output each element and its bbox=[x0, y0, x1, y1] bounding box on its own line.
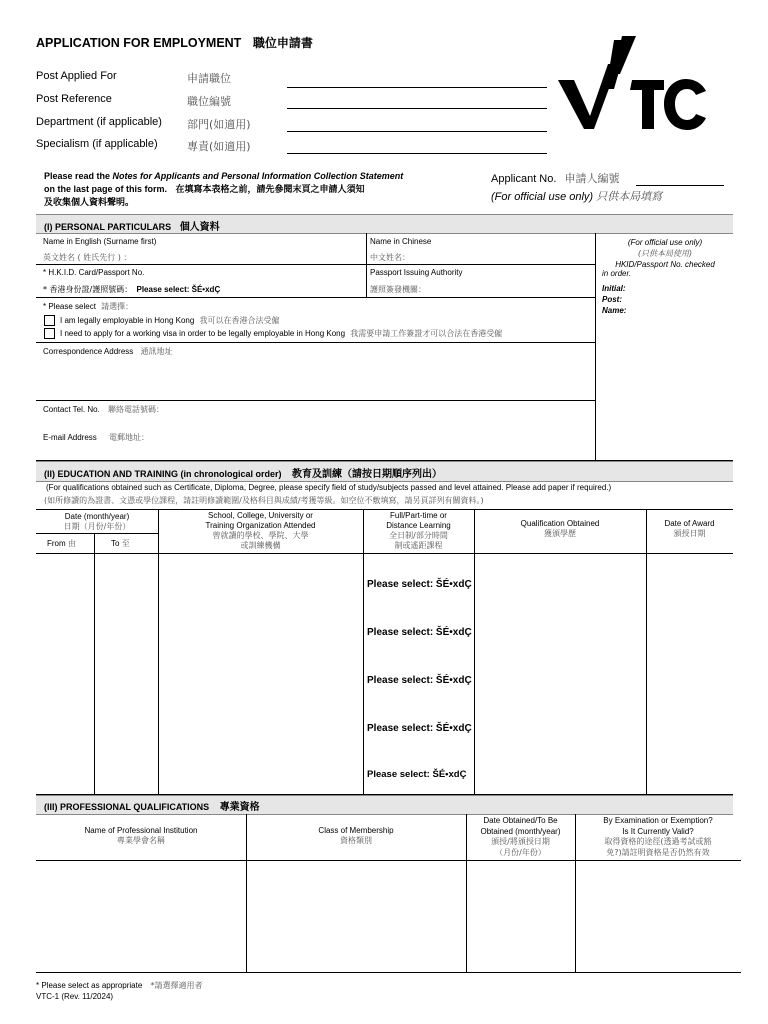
specialism-label: Specialism (if applicable) bbox=[36, 138, 158, 150]
footer-note-zh: *請選擇適用者 bbox=[150, 981, 203, 990]
row-divider bbox=[36, 509, 733, 510]
col-from-en: From bbox=[47, 539, 66, 548]
post-applied-label-zh: 申請職位 bbox=[187, 72, 231, 85]
row-divider bbox=[36, 400, 595, 401]
please-select bbox=[43, 301, 133, 312]
col-exam-zh1: 取得資格的途徑(透過考試或豁 bbox=[604, 837, 712, 846]
col-date-obtained-header bbox=[466, 816, 575, 858]
name-english-label-zh: 英文姓名 ( 姓氏先行 ) ： bbox=[43, 253, 132, 262]
section2-title-en: (II) EDUCATION AND TRAINING (in chronological order) bbox=[44, 469, 282, 479]
col-from-zh: 由 bbox=[67, 539, 76, 548]
section2-title-zh: 教育及訓練（請按日期順序列出） bbox=[292, 469, 443, 480]
col-date-zh: 日期（月份/年份） bbox=[63, 522, 131, 531]
side-checked-label: HKID/Passport No. checked bbox=[615, 260, 715, 269]
mode-select-1[interactable]: Please select: ŠÉ•xdÇ bbox=[367, 579, 472, 590]
address-field[interactable] bbox=[43, 346, 173, 357]
col-divider bbox=[646, 509, 647, 794]
col-divider bbox=[94, 533, 95, 794]
side-post-label: Post: bbox=[602, 295, 622, 304]
col-school-header bbox=[158, 511, 363, 551]
employable-checkbox[interactable] bbox=[44, 315, 55, 326]
notice-line2: on the last page of this form. bbox=[44, 183, 168, 194]
employable-option-label-zh: 我可以在香港合法受僱 bbox=[199, 316, 280, 325]
col-date-obtained-zh2: （月份/年份） bbox=[495, 847, 546, 857]
form-title bbox=[36, 34, 313, 51]
row-divider bbox=[36, 860, 741, 861]
address-label: Correspondence Address bbox=[43, 347, 134, 356]
col-mode-header bbox=[363, 511, 474, 551]
hkid-line bbox=[43, 284, 220, 295]
applicant-no-label: Applicant No. bbox=[491, 173, 557, 185]
col-institution-zh: 專業學會名稱 bbox=[117, 836, 165, 845]
applicant-official-use bbox=[491, 188, 662, 204]
post-reference-input[interactable] bbox=[287, 108, 547, 109]
applicant-no bbox=[491, 170, 620, 186]
col-exam-en1: By Examination or Exemption? bbox=[603, 816, 713, 825]
side-official-label: (For official use only) bbox=[627, 238, 703, 247]
col-school-en2: Training Organization Attended bbox=[205, 521, 316, 530]
col-award-en: Date of Award bbox=[664, 519, 715, 528]
row-divider bbox=[36, 533, 158, 534]
side-initial-label: Initial: bbox=[602, 284, 626, 293]
notice-line1: Please read the bbox=[44, 171, 113, 181]
footer-note bbox=[36, 980, 203, 991]
department-input[interactable] bbox=[287, 131, 547, 132]
specialism-label-zh: 專責(如適用) bbox=[187, 140, 251, 153]
col-award-zh: 頒授日期 bbox=[673, 529, 706, 538]
mode-select-5[interactable]: Please select: ŠÉ•xdÇ bbox=[367, 769, 467, 780]
mode-select-4[interactable]: Please select: ŠÉ•xdÇ bbox=[367, 723, 472, 734]
employable-option bbox=[60, 315, 280, 326]
official-use-label: (For official use only) bbox=[491, 191, 594, 203]
form-title-en: APPLICATION FOR EMPLOYMENT bbox=[36, 36, 242, 50]
col-class-header bbox=[246, 826, 466, 846]
col-award-header bbox=[646, 519, 733, 539]
col-date-obtained-zh1: 頒授/將頒授日期 bbox=[491, 837, 550, 846]
mode-select-2[interactable]: Please select: ŠÉ•xdÇ bbox=[367, 627, 472, 638]
visa-option bbox=[60, 328, 502, 339]
hkid-label-zh: * 香港身份證/護照號碼： bbox=[43, 285, 133, 294]
row-divider bbox=[36, 553, 733, 554]
footer-note-en: * Please select as appropriate bbox=[36, 981, 143, 990]
form-title-zh: 職位申請書 bbox=[252, 36, 313, 50]
post-reference-label: Post Reference bbox=[36, 93, 112, 105]
notice-line3-zh: 及收集個人資料聲明。 bbox=[44, 198, 135, 208]
mode-select-3[interactable]: Please select: ŠÉ•xdÇ bbox=[367, 675, 472, 686]
section1-title bbox=[44, 218, 220, 233]
official-column-divider bbox=[595, 233, 596, 460]
col-mode-en2: Distance Learning bbox=[386, 521, 451, 530]
section3-title bbox=[44, 798, 260, 813]
tel-field[interactable] bbox=[43, 404, 164, 415]
hkid-label: * H.K.I.D. Card/Passport No. bbox=[43, 268, 145, 277]
visa-option-label-zh: 我需要申請工作簽證才可以合法在香港受僱 bbox=[350, 329, 503, 338]
row-divider bbox=[36, 264, 595, 265]
section3-title-zh: 專業資格 bbox=[219, 802, 260, 813]
address-label-zh: 通訊地址 bbox=[140, 347, 173, 356]
col-class-en: Class of Membership bbox=[318, 826, 394, 835]
email-field[interactable] bbox=[43, 432, 149, 443]
col-institution-header bbox=[36, 826, 246, 846]
side-name-label: Name: bbox=[602, 306, 627, 315]
official-use-box bbox=[598, 237, 732, 270]
passport-authority-label-zh: 護照簽發機關： bbox=[370, 285, 426, 294]
col-school-en1: School, College, University or bbox=[208, 511, 313, 520]
please-select-label-zh: 請選擇： bbox=[101, 302, 134, 311]
notice bbox=[44, 170, 474, 210]
col-divider bbox=[158, 509, 159, 794]
col-divider bbox=[474, 509, 475, 794]
email-label-zh: 電郵地址： bbox=[109, 433, 150, 442]
row-divider bbox=[36, 342, 595, 343]
section1-title-zh: 個人資料 bbox=[179, 222, 220, 233]
form-number: VTC-1 (Rev. 11/2024) bbox=[36, 992, 114, 1001]
col-exam-header bbox=[575, 816, 741, 858]
row-divider bbox=[36, 297, 595, 298]
specialism-input[interactable] bbox=[287, 153, 547, 154]
post-applied-label: Post Applied For bbox=[36, 70, 117, 82]
side-official-label-zh: (只供本局使用) bbox=[637, 249, 693, 258]
col-qual-en: Qualification Obtained bbox=[520, 519, 600, 528]
row-divider bbox=[36, 972, 741, 973]
employable-option-label: I am legally employable in Hong Kong bbox=[60, 316, 195, 325]
col-date-header bbox=[36, 512, 158, 532]
name-chinese-label-zh: 中文姓名： bbox=[370, 253, 410, 262]
col-qual-zh: 獲頒學歷 bbox=[544, 529, 576, 538]
col-from-header bbox=[47, 538, 76, 549]
section3-title-en: (III) PROFESSIONAL QUALIFICATIONS bbox=[44, 802, 210, 812]
side-signoff bbox=[602, 283, 626, 316]
section2-title bbox=[44, 465, 442, 480]
notice-line2-zh: 在填寫本表格之前，請先參閱末頁之申請人須知 bbox=[175, 184, 365, 195]
tel-label: Contact Tel. No. bbox=[43, 405, 100, 414]
side-order-label: in order. bbox=[602, 269, 632, 278]
section2-note-zh: (如所修讀的為證書、文憑或學位課程，請註明修讀範圍/及格科目與成績/考獲等級。如空位不敷填寫，請另頁詳列有關資料。) bbox=[44, 496, 484, 505]
email-label: E-mail Address bbox=[43, 433, 97, 442]
department-label: Department (if applicable) bbox=[36, 116, 162, 128]
name-chinese-label: Name in Chinese bbox=[370, 237, 432, 246]
col-to-zh: 至 bbox=[121, 539, 130, 548]
department-label-zh: 部門(如適用) bbox=[187, 118, 251, 131]
vtc-logo bbox=[556, 34, 716, 134]
applicant-no-label-zh: 申請人編號 bbox=[564, 172, 620, 185]
col-exam-en2: Is It Currently Valid? bbox=[622, 826, 694, 836]
name-column-divider bbox=[366, 233, 367, 297]
hkid-select[interactable]: Please select: ŠÉ•xdÇ bbox=[136, 285, 221, 294]
col-mode-zh1: 全日制/部分時間 bbox=[389, 531, 448, 540]
applicant-no-input[interactable] bbox=[636, 185, 724, 186]
col-school-zh1: 曾就讀的學校、學院、大學 bbox=[212, 531, 309, 540]
col-school-zh2: 或訓練機構 bbox=[240, 541, 281, 550]
visa-option-label: I need to apply for a working visa in order to be legally employable in Hong Kong bbox=[60, 329, 346, 338]
col-mode-zh2: 制或遙距課程 bbox=[394, 541, 443, 550]
col-date-en: Date (month/year) bbox=[64, 512, 130, 521]
name-english-label: Name in English (Surname first) bbox=[43, 237, 157, 246]
col-to-en: To bbox=[111, 539, 120, 548]
col-exam-zh2: 免?)請註明資格是否仍然有效 bbox=[606, 847, 710, 857]
col-class-zh: 資格類別 bbox=[340, 836, 372, 845]
col-to-header bbox=[111, 538, 130, 549]
section2-note: (For qualifications obtained such as Certificate, Diploma, Degree, please specify field of study/subjects passed and level attained. Please add paper if required.) bbox=[46, 483, 612, 492]
passport-authority-label: Passport Issuing Authority bbox=[370, 268, 463, 277]
col-mode-en1: Full/Part-time or bbox=[390, 511, 447, 520]
please-select-label: * Please select bbox=[43, 302, 96, 311]
post-applied-input[interactable] bbox=[287, 87, 547, 88]
col-date-obtained-en1: Date Obtained/To Be bbox=[483, 816, 558, 825]
visa-checkbox[interactable] bbox=[44, 328, 55, 339]
tel-label-zh: 聯絡電話號碼： bbox=[108, 405, 165, 414]
notice-line1-italic: Notes for Applicants and Personal Information Collection Statement bbox=[112, 171, 404, 181]
col-divider bbox=[363, 509, 364, 794]
col-institution-en: Name of Professional Institution bbox=[84, 826, 198, 835]
post-reference-label-zh: 職位編號 bbox=[187, 95, 231, 108]
col-qual-header bbox=[474, 519, 646, 539]
official-use-label-zh: 只供本局填寫 bbox=[596, 190, 663, 203]
section1-title-en: (I) PERSONAL PARTICULARS bbox=[44, 222, 172, 232]
col-date-obtained-en2: Obtained (month/year) bbox=[480, 826, 561, 836]
